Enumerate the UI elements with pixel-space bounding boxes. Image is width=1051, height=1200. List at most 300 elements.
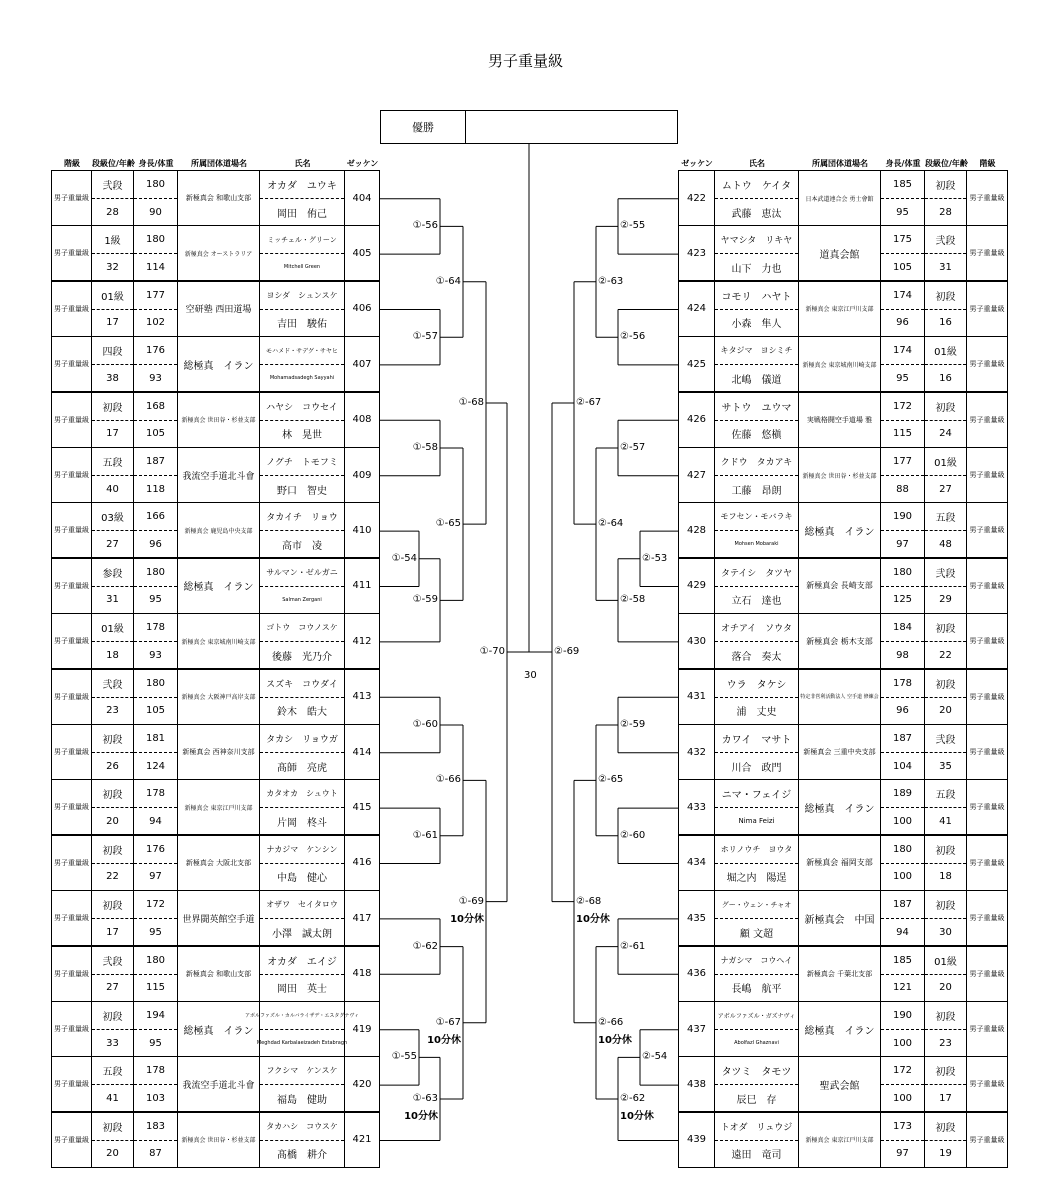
entry-rank: 初段 <box>925 614 966 642</box>
rest-note: 10分休 <box>450 913 484 925</box>
entry-kana: サトウ ユウマ <box>715 393 798 421</box>
entry-zekken: 424 <box>678 281 715 337</box>
entry-class: 男子重量級 <box>51 1001 92 1057</box>
entry-age: 16 <box>939 317 952 329</box>
entry-rank: 五段 <box>92 1057 133 1085</box>
entry-height: 172 <box>881 1057 924 1085</box>
entry-row-433 <box>0 780 1051 836</box>
entry-rank: 五段 <box>92 448 133 476</box>
entry-height-weight <box>880 890 925 946</box>
entry-rank-age <box>924 502 967 558</box>
entry-class: 男子重量級 <box>51 669 92 725</box>
entry-height: 180 <box>134 670 177 698</box>
entry-class: 男子重量級 <box>966 669 1008 725</box>
entry-zekken: 429 <box>678 558 715 614</box>
entry-height-weight <box>880 281 925 337</box>
entry-name-cell <box>714 835 799 891</box>
entry-rank: 01級 <box>92 282 133 310</box>
entry-rank: 参段 <box>92 559 133 587</box>
entry-rank-age <box>924 779 967 835</box>
entry-name-cell <box>714 1001 799 1057</box>
entry-zekken: 434 <box>678 835 715 891</box>
entry-weight: 118 <box>145 483 166 495</box>
entry-rank-age <box>924 669 967 725</box>
match-label: ②-66 <box>598 1016 624 1028</box>
entry-zekken: 407 <box>344 336 380 392</box>
entry-row-437 <box>0 1002 1051 1058</box>
entry-name-cell <box>714 170 799 226</box>
match-label: ①-58 <box>412 442 438 453</box>
entry-dojo: 新極真会 鹿児島中央支部 <box>177 502 260 558</box>
entry-height: 178 <box>134 1057 177 1085</box>
entry-row-436 <box>0 947 1051 1003</box>
entry-class: 男子重量級 <box>51 502 92 558</box>
entry-rank: 初段 <box>925 171 966 199</box>
entry-rank-age <box>924 281 967 337</box>
page-title: 男子重量級 <box>487 52 563 70</box>
entry-zekken: 427 <box>678 447 715 503</box>
entry-height: 194 <box>134 1002 177 1030</box>
header-height-weight-left: 身長/体重 <box>138 159 174 168</box>
entry-name-cell <box>714 1112 799 1168</box>
match-label: ②-67 <box>576 396 602 408</box>
entry-class: 男子重量級 <box>51 946 92 1002</box>
entry-zekken: 411 <box>344 558 380 614</box>
entry-kana: トオダ リュウジ <box>715 1113 798 1141</box>
entry-row-424 <box>0 282 1051 338</box>
entry-class: 男子重量級 <box>966 558 1008 614</box>
entry-rank: 1級 <box>92 226 133 254</box>
entry-weight: 100 <box>892 871 913 883</box>
entry-name: 髙橋 耕介 <box>277 1150 327 1162</box>
entry-weight: 97 <box>896 1148 909 1160</box>
entry-kana: コモリ ハヤト <box>715 282 798 310</box>
header-rank-age-right: 段級位/年齢 <box>925 159 968 168</box>
entry-height-weight <box>880 558 925 614</box>
match-label: ②-56 <box>620 331 646 343</box>
entry-rank: 弐段 <box>92 171 133 199</box>
entry-zekken: 409 <box>344 447 380 503</box>
entry-class: 男子重量級 <box>966 724 1008 780</box>
entry-rank-age <box>924 170 967 226</box>
entry-kana: タカハシ コウスケ <box>260 1113 344 1141</box>
entry-name: 堀之内 陽逞 <box>726 873 787 885</box>
entry-weight: 105 <box>145 428 166 440</box>
header-class-right: 階級 <box>979 159 996 168</box>
entry-weight: 95 <box>896 206 909 218</box>
entry-zekken: 422 <box>678 170 715 226</box>
entry-class: 男子重量級 <box>51 447 92 503</box>
entry-name-cell <box>714 225 799 281</box>
entry-zekken: 415 <box>344 779 380 835</box>
entry-dojo: 新極真会 和歌山支部 <box>177 170 260 226</box>
entry-dojo: 総極真 イラン <box>177 1001 260 1057</box>
entry-dojo: 新極真会 大阪北支部 <box>177 835 260 891</box>
entry-weight: 95 <box>896 372 909 384</box>
entry-rank-age <box>924 1001 967 1057</box>
entry-rank: 初段 <box>92 393 133 421</box>
entry-name: 顧 文超 <box>739 928 774 940</box>
entry-rank: 初段 <box>925 836 966 864</box>
entry-zekken: 410 <box>344 502 380 558</box>
entry-class: 男子重量級 <box>966 170 1008 226</box>
entry-class: 男子重量級 <box>51 558 92 614</box>
entry-zekken: 408 <box>344 392 380 448</box>
entry-height: 178 <box>134 780 177 808</box>
entry-height-weight <box>880 835 925 891</box>
entry-age: 20 <box>106 815 119 827</box>
entry-weight: 104 <box>892 760 913 772</box>
entry-height-weight <box>880 669 925 725</box>
match-label: ②-55 <box>620 220 646 232</box>
entry-rank: 弐段 <box>925 559 966 587</box>
match-label: ①-70 <box>479 646 505 658</box>
entry-weight: 88 <box>896 483 909 495</box>
entry-rank: 初段 <box>925 1002 966 1030</box>
entry-weight: 105 <box>145 705 166 717</box>
entry-rank: 弐段 <box>925 226 966 254</box>
entry-class: 男子重量級 <box>51 890 92 946</box>
entry-weight: 115 <box>892 428 913 440</box>
entry-height-weight <box>880 1112 925 1168</box>
entry-height: 187 <box>881 725 924 753</box>
entry-dojo: 新極真会 オーストラリア <box>177 225 260 281</box>
entry-rank: 初段 <box>92 780 133 808</box>
entry-dojo: 我流空手道北斗會 <box>177 447 260 503</box>
entry-kana: ウラ タケシ <box>715 670 798 698</box>
entry-dojo: 我流空手道北斗會 <box>177 1056 260 1112</box>
entry-weight: 121 <box>892 982 913 994</box>
entry-zekken: 432 <box>678 724 715 780</box>
entry-zekken: 404 <box>344 170 380 226</box>
entry-dojo: 新極真会 千葉北支部 <box>798 946 881 1002</box>
entry-name: Salman Zergani <box>282 596 322 603</box>
entry-kana: グー・ウェン・チャオ <box>715 891 798 919</box>
entry-rank: 初段 <box>925 891 966 919</box>
entry-height: 176 <box>134 337 177 365</box>
header-height-weight-right: 身長/体重 <box>885 159 921 168</box>
entry-kana: アボルファズル・カルバライザデ・エスタグナヴィ <box>260 1002 344 1030</box>
match-label: ②-59 <box>620 719 646 730</box>
header-class-left: 階級 <box>64 159 80 168</box>
entry-zekken: 438 <box>678 1056 715 1112</box>
entry-dojo: 総極真 イラン <box>798 502 881 558</box>
entry-kana: アボルファズル・ガズナヴィ <box>715 1002 798 1030</box>
entry-dojo: 新極真会 福岡支部 <box>798 835 881 891</box>
entry-rank-age <box>924 835 967 891</box>
entry-weight: 100 <box>892 1092 913 1104</box>
entry-name: 落合 奏太 <box>731 651 782 663</box>
match-label: ①-64 <box>435 275 461 287</box>
entry-class: 男子重量級 <box>966 890 1008 946</box>
entry-height-weight <box>880 392 925 448</box>
entry-zekken: 416 <box>344 835 380 891</box>
entry-class: 男子重量級 <box>966 447 1008 503</box>
entry-class: 男子重量級 <box>966 225 1008 281</box>
entry-kana: タツミ タモツ <box>715 1057 798 1085</box>
entry-zekken: 425 <box>678 336 715 392</box>
entry-height-weight <box>880 1001 925 1057</box>
entry-rank-age <box>924 724 967 780</box>
entry-row-430 <box>0 614 1051 670</box>
entry-dojo: 新極真会 世田谷・杉並支部 <box>177 392 260 448</box>
entry-dojo: 新極真会 長崎支部 <box>798 558 881 614</box>
entry-rank: 01級 <box>925 947 966 975</box>
entry-class: 男子重量級 <box>51 170 92 226</box>
entry-dojo: 総極真 イラン <box>177 336 260 392</box>
entry-row-425 <box>0 337 1051 393</box>
entry-weight: 94 <box>896 926 909 938</box>
entry-rank-age <box>924 890 967 946</box>
winner-box <box>380 110 678 144</box>
match-label: ①-62 <box>412 940 438 952</box>
entry-name: Meghdad Karbalaeizadeh Estabragh <box>256 1040 348 1046</box>
entry-name: Mohsen Mobaraki <box>734 541 779 548</box>
entry-height: 180 <box>134 171 177 199</box>
entry-age: 19 <box>939 1148 952 1160</box>
entry-kana: ナカジマ ケンシン <box>260 836 344 864</box>
entry-dojo: 新極真会 東京江戸川支部 <box>177 779 260 835</box>
entry-kana: オザワ セイタロウ <box>260 891 344 919</box>
entry-rank: 初段 <box>92 725 133 753</box>
entry-height: 190 <box>881 503 924 531</box>
entry-row-439 <box>0 1113 1051 1169</box>
entry-height: 174 <box>881 337 924 365</box>
entry-rank: 五段 <box>925 780 966 808</box>
entry-rank: 01級 <box>925 448 966 476</box>
entry-rank: 弐段 <box>925 725 966 753</box>
entry-class: 男子重量級 <box>51 1112 92 1168</box>
entry-weight: 97 <box>896 538 909 550</box>
entry-rank: 初段 <box>925 1113 966 1141</box>
match-label: ①-54 <box>391 552 417 564</box>
match-label: ②-60 <box>620 829 646 841</box>
match-label: ①-61 <box>412 829 438 841</box>
entry-height-weight <box>880 225 925 281</box>
entry-kana: クドウ タカアキ <box>715 448 798 476</box>
entry-height-weight <box>880 724 925 780</box>
entry-rank: 初段 <box>92 1113 133 1141</box>
entry-name: 高市 凌 <box>282 540 322 552</box>
entry-zekken: 419 <box>344 1001 380 1057</box>
entry-class: 男子重量級 <box>51 835 92 891</box>
entry-weight: 102 <box>145 317 166 329</box>
entry-age: 17 <box>106 926 119 938</box>
match-label: ②-54 <box>642 1051 668 1063</box>
entry-class: 男子重量級 <box>966 1056 1008 1112</box>
winner-label: 優勝 <box>381 111 466 143</box>
entry-class: 男子重量級 <box>51 392 92 448</box>
rest-note: 10分休 <box>427 1034 461 1046</box>
entry-age: 28 <box>939 206 952 218</box>
entry-kana: カワイ マサト <box>715 725 798 753</box>
entry-dojo: 総極真 イラン <box>798 1001 881 1057</box>
match-label: ①-55 <box>391 1051 417 1063</box>
entry-kana: タテイシ タツヤ <box>715 559 798 587</box>
entry-name: 中島 健心 <box>277 873 327 885</box>
entry-kana: フクシマ ケンスケ <box>260 1057 344 1085</box>
entry-rank: 初段 <box>925 282 966 310</box>
entry-name: 片岡 柊斗 <box>277 817 327 829</box>
entry-kana: オカダ エイジ <box>260 947 344 975</box>
entry-kana: キタジマ ヨシミチ <box>715 337 798 365</box>
entry-name-cell <box>714 946 799 1002</box>
entry-name: 林 晃世 <box>282 430 322 442</box>
entry-weight: 105 <box>892 261 913 273</box>
entry-weight: 97 <box>149 871 162 883</box>
entry-height-weight <box>880 779 925 835</box>
entry-height-weight <box>880 613 925 669</box>
entry-name-cell <box>714 779 799 835</box>
entry-weight: 96 <box>896 317 909 329</box>
entry-age: 20 <box>106 1148 119 1160</box>
entry-age: 29 <box>939 594 952 606</box>
entry-name-cell <box>714 1056 799 1112</box>
match-label: ②-57 <box>620 442 646 453</box>
entry-rank-age <box>924 558 967 614</box>
entry-rank-age <box>924 613 967 669</box>
entry-age: 32 <box>106 261 119 273</box>
header-zekken-right: ゼッケン <box>681 159 713 168</box>
entry-height: 178 <box>134 614 177 642</box>
entry-name: 鈴木 皓大 <box>277 707 327 719</box>
header-name-left: 氏名 <box>294 159 311 168</box>
entry-kana: スズキ コウダイ <box>260 670 344 698</box>
entry-zekken: 430 <box>678 613 715 669</box>
match-label: ①-69 <box>458 895 484 907</box>
match-label: ①-56 <box>412 220 438 232</box>
entry-age: 18 <box>939 871 952 883</box>
entry-age: 30 <box>939 926 952 938</box>
entry-dojo: 新極真会 東京城南川崎支部 <box>177 613 260 669</box>
entry-age: 35 <box>939 760 952 772</box>
entry-rank: 弐段 <box>92 670 133 698</box>
entry-age: 28 <box>106 206 119 218</box>
match-label: ①-63 <box>412 1092 438 1104</box>
entry-name-cell <box>714 336 799 392</box>
entry-height: 189 <box>881 780 924 808</box>
entry-height: 177 <box>134 282 177 310</box>
entry-dojo: 新極真会 栃木支部 <box>798 613 881 669</box>
entry-class: 男子重量級 <box>966 946 1008 1002</box>
rest-note: 10分休 <box>404 1110 438 1122</box>
entry-weight: 98 <box>896 649 909 661</box>
rest-note: 10分休 <box>576 913 610 925</box>
entry-name: Abolfazl Ghaznavi <box>734 1040 779 1046</box>
entry-dojo: 聖武会館 <box>798 1056 881 1112</box>
entry-dojo: 新極真会 東京江戸川支部 <box>798 1112 881 1168</box>
entry-height-weight <box>880 1056 925 1112</box>
entry-height: 172 <box>134 891 177 919</box>
entry-class: 男子重量級 <box>966 779 1008 835</box>
entry-rank: 初段 <box>925 670 966 698</box>
entry-row-426 <box>0 393 1051 449</box>
match-label: ①-59 <box>412 594 438 606</box>
entry-weight: 95 <box>149 926 162 938</box>
entry-age: 31 <box>939 261 952 273</box>
match-label: ②-65 <box>598 774 624 786</box>
entry-rank-age <box>924 225 967 281</box>
entry-dojo: 空研塾 西田道場 <box>177 281 260 337</box>
entry-rank: 初段 <box>925 393 966 421</box>
entry-name: 武藤 恵汰 <box>731 208 782 220</box>
header-dojo-right: 所属団体道場名 <box>812 159 868 168</box>
entry-class: 男子重量級 <box>51 1056 92 1112</box>
entry-kana: ホリノウチ ヨウタ <box>715 836 798 864</box>
entry-name: 髙師 亮虎 <box>277 762 327 774</box>
entry-weight: 100 <box>892 815 913 827</box>
entry-zekken: 414 <box>344 724 380 780</box>
entry-name-cell <box>714 558 799 614</box>
match-label: ①-68 <box>458 396 484 408</box>
entry-kana: タカイチ リョウ <box>260 503 344 531</box>
entry-height: 187 <box>134 448 177 476</box>
entry-kana: ノグチ トモフミ <box>260 448 344 476</box>
entry-zekken: 437 <box>678 1001 715 1057</box>
entry-age: 22 <box>939 649 952 661</box>
entry-dojo: 新極真会 東京城南川崎支部 <box>798 336 881 392</box>
entry-height: 190 <box>881 1002 924 1030</box>
match-label: ②-64 <box>598 518 624 530</box>
entry-age: 23 <box>106 705 119 717</box>
rest-note: 10分休 <box>598 1034 632 1046</box>
entry-weight: 95 <box>149 594 162 606</box>
entry-height: 178 <box>881 670 924 698</box>
entry-kana: ナガシマ コウヘイ <box>715 947 798 975</box>
entry-rank: 初段 <box>92 891 133 919</box>
match-label: ②-63 <box>598 275 624 287</box>
entry-rank-age <box>924 447 967 503</box>
entry-class: 男子重量級 <box>51 336 92 392</box>
entry-weight: 96 <box>896 705 909 717</box>
entry-dojo: 新極真会 三重中央支部 <box>798 724 881 780</box>
entry-name-cell <box>714 281 799 337</box>
entry-height-weight <box>880 336 925 392</box>
header-name-right: 氏名 <box>749 159 765 168</box>
entry-rank: 初段 <box>925 1057 966 1085</box>
entry-zekken: 436 <box>678 946 715 1002</box>
entry-zekken: 431 <box>678 669 715 725</box>
entry-rank-age <box>924 392 967 448</box>
entry-name: 辰巳 存 <box>736 1094 777 1106</box>
entry-dojo: 特定非営利活動法人 空手道 修練会 <box>798 669 881 725</box>
entry-weight: 124 <box>145 760 166 772</box>
entry-kana: ヨシダ シュンスケ <box>260 282 344 310</box>
entry-height: 180 <box>134 559 177 587</box>
entry-zekken: 439 <box>678 1112 715 1168</box>
entry-name: 岡田 侑己 <box>277 208 327 220</box>
entry-age: 17 <box>106 317 119 329</box>
entry-name-cell <box>714 392 799 448</box>
entry-name-cell <box>714 502 799 558</box>
header-dojo-left: 所属団体道場名 <box>191 159 247 168</box>
entry-kana: モハメド・サデグ・サヤヒ <box>260 337 344 365</box>
entry-name-cell <box>714 890 799 946</box>
entry-rank: 01級 <box>925 337 966 365</box>
entry-name: Nima Feizi <box>738 817 775 826</box>
entry-age: 23 <box>939 1037 952 1049</box>
entry-height: 180 <box>134 226 177 254</box>
entry-height: 173 <box>881 1113 924 1141</box>
entry-dojo: 道真会館 <box>798 225 881 281</box>
entry-weight: 114 <box>145 261 166 273</box>
entry-name: Mitchell Green <box>283 264 321 271</box>
entry-age: 27 <box>106 538 119 550</box>
entry-height: 185 <box>881 171 924 199</box>
center-label: 30 <box>524 670 537 681</box>
entry-weight: 90 <box>149 206 162 218</box>
entry-zekken: 428 <box>678 502 715 558</box>
